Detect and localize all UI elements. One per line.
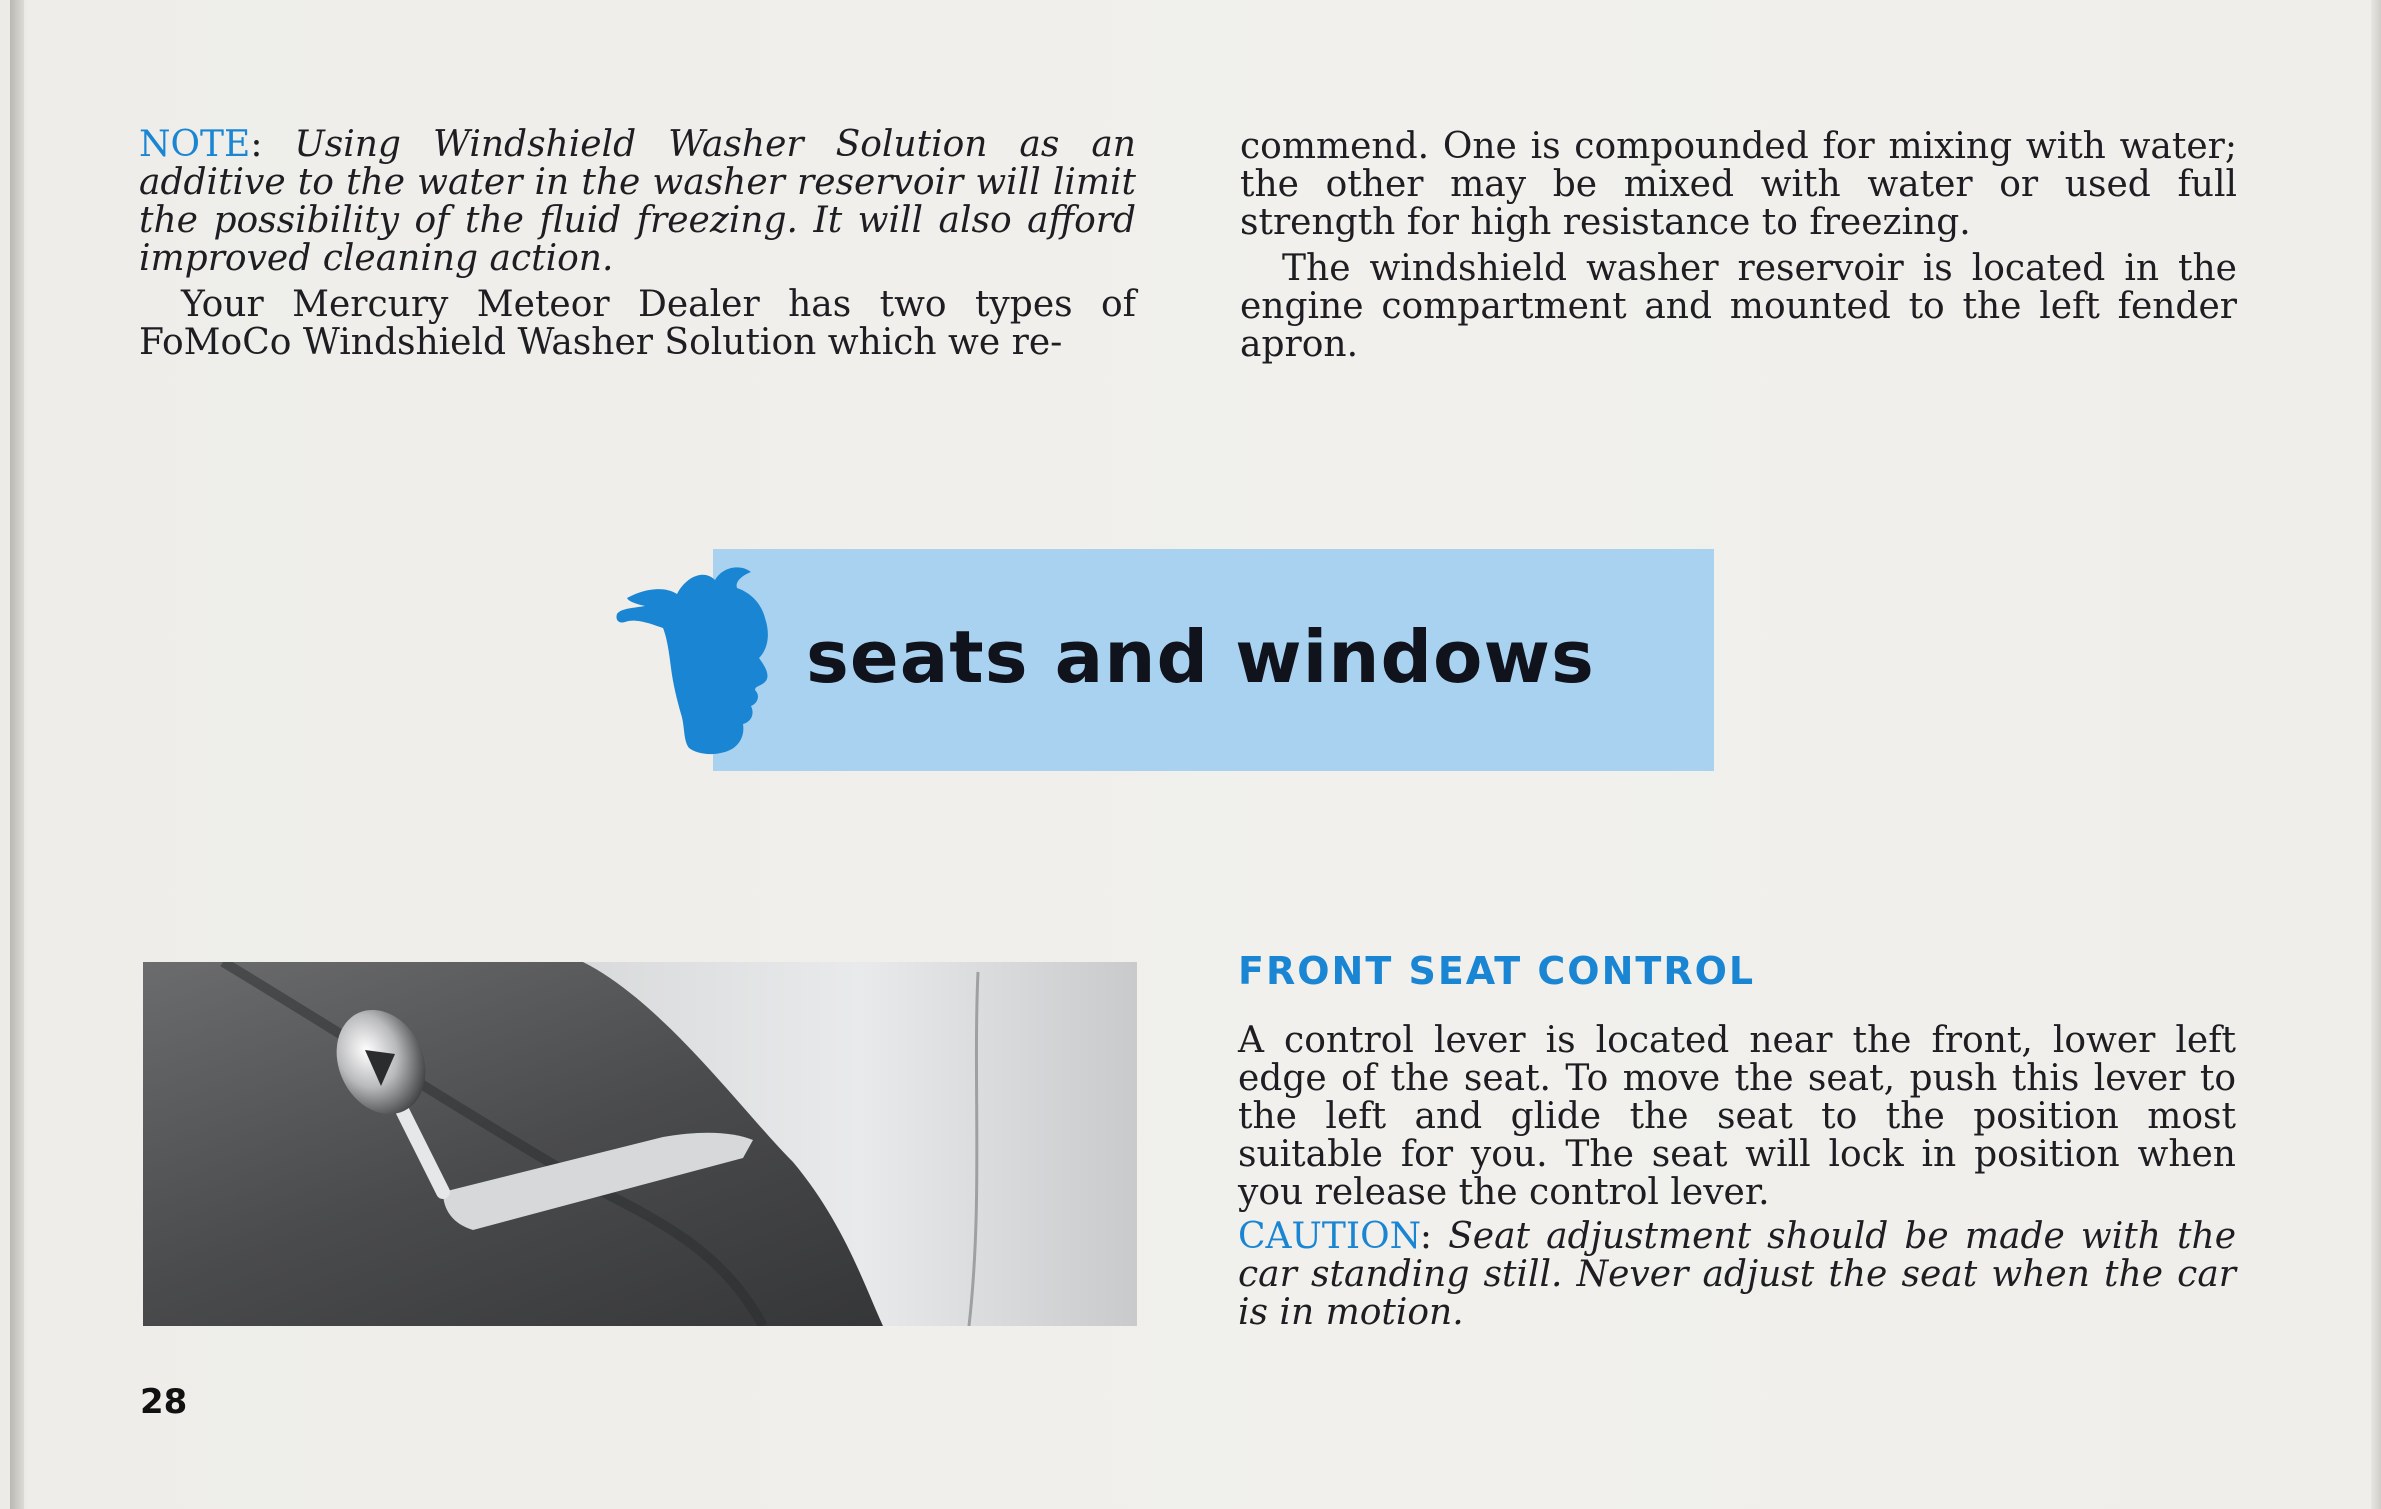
page-number: 28 [140,1382,188,1422]
note-colon: : [250,124,295,165]
continued-paragraph: commend. One is compounded for mixing with water; the other may be mixed with water or used full strength for high resistance to freezing. [1240,126,2237,243]
front-seat-heading: FRONT SEAT CONTROL [1238,949,1756,993]
left-top-column [139,126,1136,362]
mercury-head-icon [615,558,775,760]
caution-text: Seat adjustment should be made with the car standing still. Never adjust the seat when the car is in motion. [1238,1216,2236,1333]
reservoir-paragraph: The windshield washer reservoir is located in the engine compartment and mounted to the left fender apron. [1240,248,2237,365]
note-text: Using Windshield Washer Solution as an additive to the water in the washer reservoir will limit the possibility of the fluid freezing. It will also afford improved cleaning action. [139,124,1136,279]
section-title: seats and windows [806,615,1595,699]
front-seat-column [1238,1022,2236,1332]
caution-label: CAUTION [1238,1216,1420,1257]
right-top-column [1240,128,2237,364]
caution-colon: : [1419,1216,1449,1257]
binding-gutter [10,0,24,1509]
caution-paragraph [1238,1218,2236,1332]
note-label: NOTE [139,124,251,165]
dealer-paragraph: Your Mercury Meteor Dealer has two types of FoMoCo Windshield Washer Solution which we re- [139,284,1136,363]
seat-lever-illustration [143,962,1137,1326]
note-paragraph [139,126,1136,278]
front-seat-paragraph: A control lever is located near the front, lower left edge of the seat. To move the seat, push this lever to the left and glide the seat to the position most suitable for you. The seat will lock in position when you release the control lever. [1238,1020,2236,1213]
seat-control-lever-photo [143,962,1137,1326]
page-edge [2371,0,2381,1509]
